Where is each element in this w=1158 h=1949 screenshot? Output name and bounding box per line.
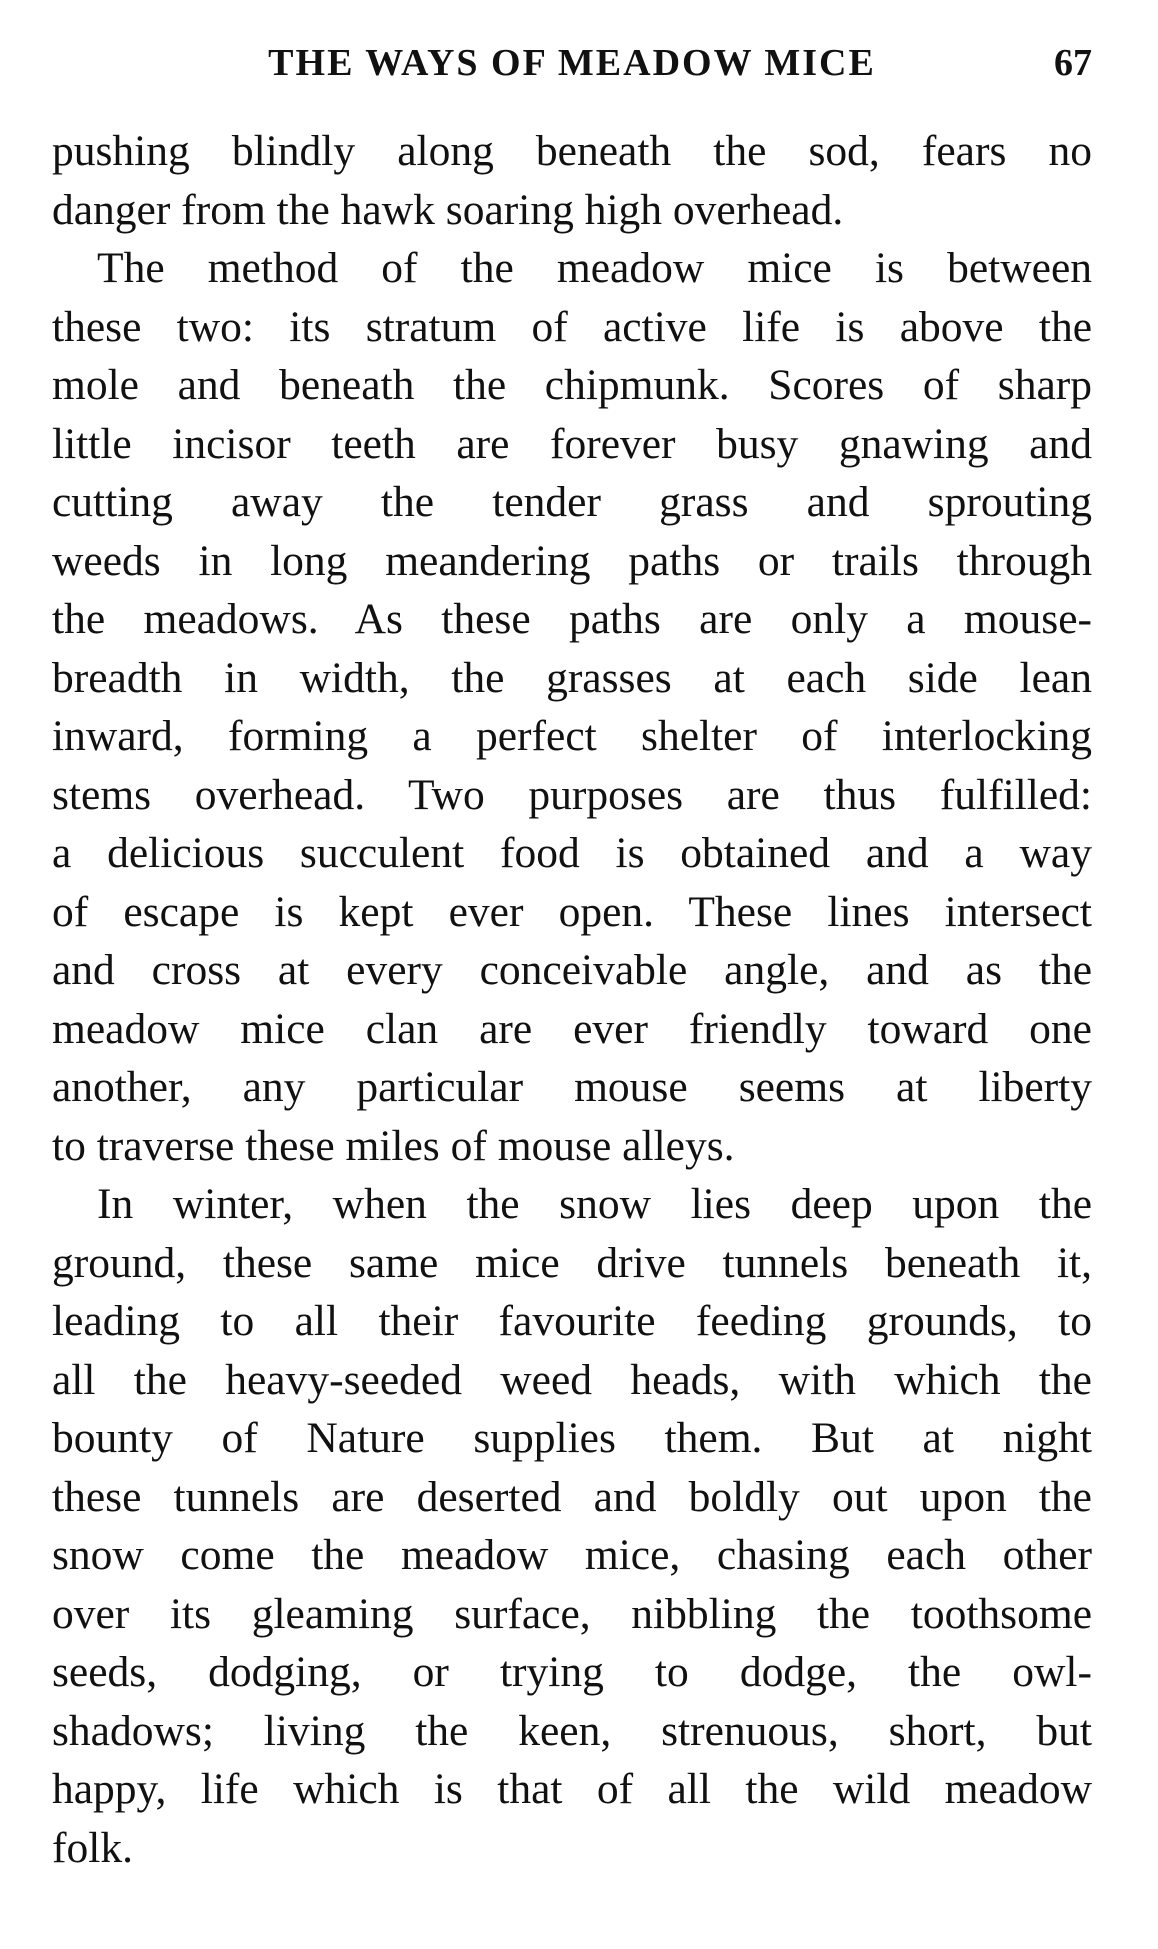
paragraph-winter [52,1175,1092,1877]
text-line: little incisor teeth are forever busy gnawing and [52,419,1092,468]
text-line: stems overhead. Two purposes are thus fulfilled: [52,770,1092,819]
text-line: another, any particular mouse seems at liberty [52,1063,1092,1111]
text-line: inward, forming a perfect shelter of interlocking [52,712,1092,760]
paragraph-continuation [52,122,1092,239]
body-text [52,122,1092,1877]
text-line: pushing blindly along beneath the sod, fears no [52,127,1092,175]
text-line: In winter, when the snow lies deep upon the [97,1180,1092,1228]
text-line: The method of the meadow mice is between [97,244,1092,292]
text-line: of escape is kept ever open. These lines intersect [52,887,1092,936]
page-number: 67 [1054,42,1092,84]
text-line: the meadows. As these paths are only a mouse- [52,595,1092,643]
paragraph-meadow-paths [52,239,1092,1175]
text-line: cutting away the tender grass and sprouting [52,478,1092,526]
text-line: all the heavy-seeded weed heads, with which the [52,1355,1092,1404]
text-line: these two: its stratum of active life is above the [52,302,1092,351]
text-line: seeds, dodging, or trying to dodge, the owl- [52,1648,1092,1696]
text-line: danger from the hawk soaring high overhead. [52,185,844,234]
running-title: THE WAYS OF MEADOW MICE [268,42,876,84]
text-line: meadow mice clan are ever friendly toward one [52,1004,1092,1053]
text-line: folk. [52,1823,133,1872]
text-line: and cross at every conceivable angle, and as the [52,946,1092,994]
text-line: snow come the meadow mice, chasing each other [52,1531,1092,1579]
text-line: a delicious succulent food is obtained and a way [52,829,1092,877]
text-line: weeds in long meandering paths or trails through [52,536,1092,585]
text-line: mole and beneath the chipmunk. Scores of sharp [52,361,1092,409]
text-line: bounty of Nature supplies them. But at night [52,1414,1092,1462]
text-line: shadows; living the keen, strenuous, short, but [52,1706,1092,1755]
text-line: to traverse these miles of mouse alleys. [52,1121,735,1170]
text-line: over its gleaming surface, nibbling the toothsome [52,1589,1092,1638]
text-line: these tunnels are deserted and boldly out upon the [52,1472,1092,1521]
running-head [52,38,1092,88]
text-line: breadth in width, the grasses at each side lean [52,653,1092,702]
text-line: ground, these same mice drive tunnels beneath it, [52,1238,1092,1287]
text-line: leading to all their favourite feeding grounds, to [52,1297,1092,1345]
text-line: happy, life which is that of all the wild meadow [52,1765,1092,1813]
